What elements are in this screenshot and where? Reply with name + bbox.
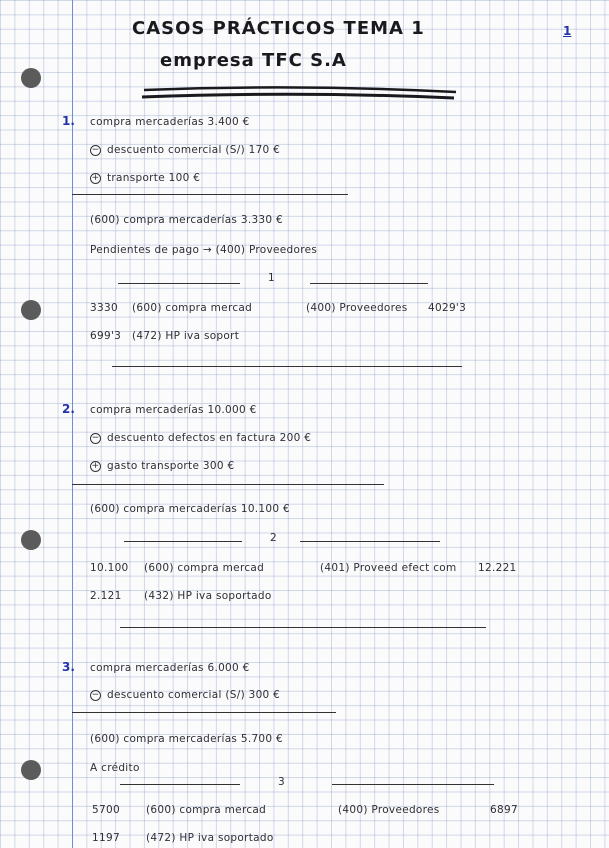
exercise-line: − descuento comercial (S/) 170 €: [91, 144, 281, 156]
credit-account: (401) Proveed efect com: [320, 562, 457, 574]
punch-hole: [21, 530, 41, 550]
plus-sign-icon: +: [91, 460, 100, 471]
page-subtitle: empresa TFC S.A: [160, 50, 347, 71]
credit-amount: 12.221: [478, 562, 517, 574]
exercise-line: compra mercaderías 6.000 €: [90, 662, 250, 674]
exercise-line: − descuento defectos en factura 200 €: [91, 432, 312, 444]
plus-sign-icon: +: [91, 172, 100, 183]
minus-sign-icon: −: [91, 432, 100, 443]
note-line: Pendientes de pago → (400) Proveedores: [90, 244, 318, 256]
page-title: CASOS PRÁCTICOS TEMA 1: [132, 18, 425, 39]
punch-hole: [21, 68, 41, 88]
exercise-number: 1.: [62, 114, 75, 128]
debit-amount: 3330: [90, 302, 118, 314]
credit-account: (400) Proveedores: [338, 804, 440, 816]
punch-hole: [21, 760, 41, 780]
debit-account: (472) HP iva soportado: [146, 832, 274, 844]
entry-number: 3: [278, 776, 285, 788]
entry-rule-left: [118, 283, 240, 284]
entry-close-rule: [112, 366, 462, 367]
title-underline: [140, 82, 460, 104]
credit-amount: 6897: [490, 804, 518, 816]
debit-account: (600) compra mercad: [146, 804, 267, 816]
minus-sign-icon: −: [91, 144, 100, 155]
debit-account: (432) HP iva soportado: [144, 590, 272, 602]
debit-amount: 2.121: [90, 590, 122, 602]
entry-rule-right: [300, 541, 440, 542]
credit-amount: 4029'3: [428, 302, 467, 314]
exercise-line: − descuento comercial (S/) 300 €: [91, 689, 281, 701]
entry-close-rule: [120, 627, 486, 628]
result-line: (600) compra mercaderías 5.700 €: [90, 733, 284, 745]
exercise-number: 2.: [62, 402, 75, 416]
credit-account: (400) Proveedores: [306, 302, 408, 314]
exercise-number: 3.: [62, 660, 75, 674]
entry-rule-right: [310, 283, 428, 284]
exercise-line: compra mercaderías 10.000 €: [90, 404, 257, 416]
punch-hole: [21, 300, 41, 320]
page-number: 1: [563, 24, 572, 38]
debit-amount: 699'3: [90, 330, 122, 342]
debit-amount: 10.100: [90, 562, 129, 574]
exercise-line: + gasto transporte 300 €: [91, 460, 235, 472]
entry-rule-left: [124, 541, 242, 542]
divider: [72, 712, 336, 713]
minus-sign-icon: −: [91, 689, 100, 700]
divider: [72, 194, 348, 195]
entry-number: 2: [270, 532, 277, 544]
exercise-line: compra mercaderías 3.400 €: [90, 116, 250, 128]
debit-account: (600) compra mercad: [132, 302, 253, 314]
entry-number: 1: [268, 272, 275, 284]
entry-rule-right: [332, 784, 494, 785]
debit-amount: 5700: [92, 804, 120, 816]
debit-amount: 1197: [92, 832, 120, 844]
entry-rule-left: [120, 784, 240, 785]
debit-account: (472) HP iva soport: [132, 330, 240, 342]
result-line: (600) compra mercaderías 10.100 €: [90, 503, 290, 515]
result-line: (600) compra mercaderías 3.330 €: [90, 214, 284, 226]
debit-account: (600) compra mercad: [144, 562, 265, 574]
note-line: A crédito: [90, 762, 140, 774]
exercise-line: + transporte 100 €: [91, 172, 201, 184]
divider: [72, 484, 384, 485]
